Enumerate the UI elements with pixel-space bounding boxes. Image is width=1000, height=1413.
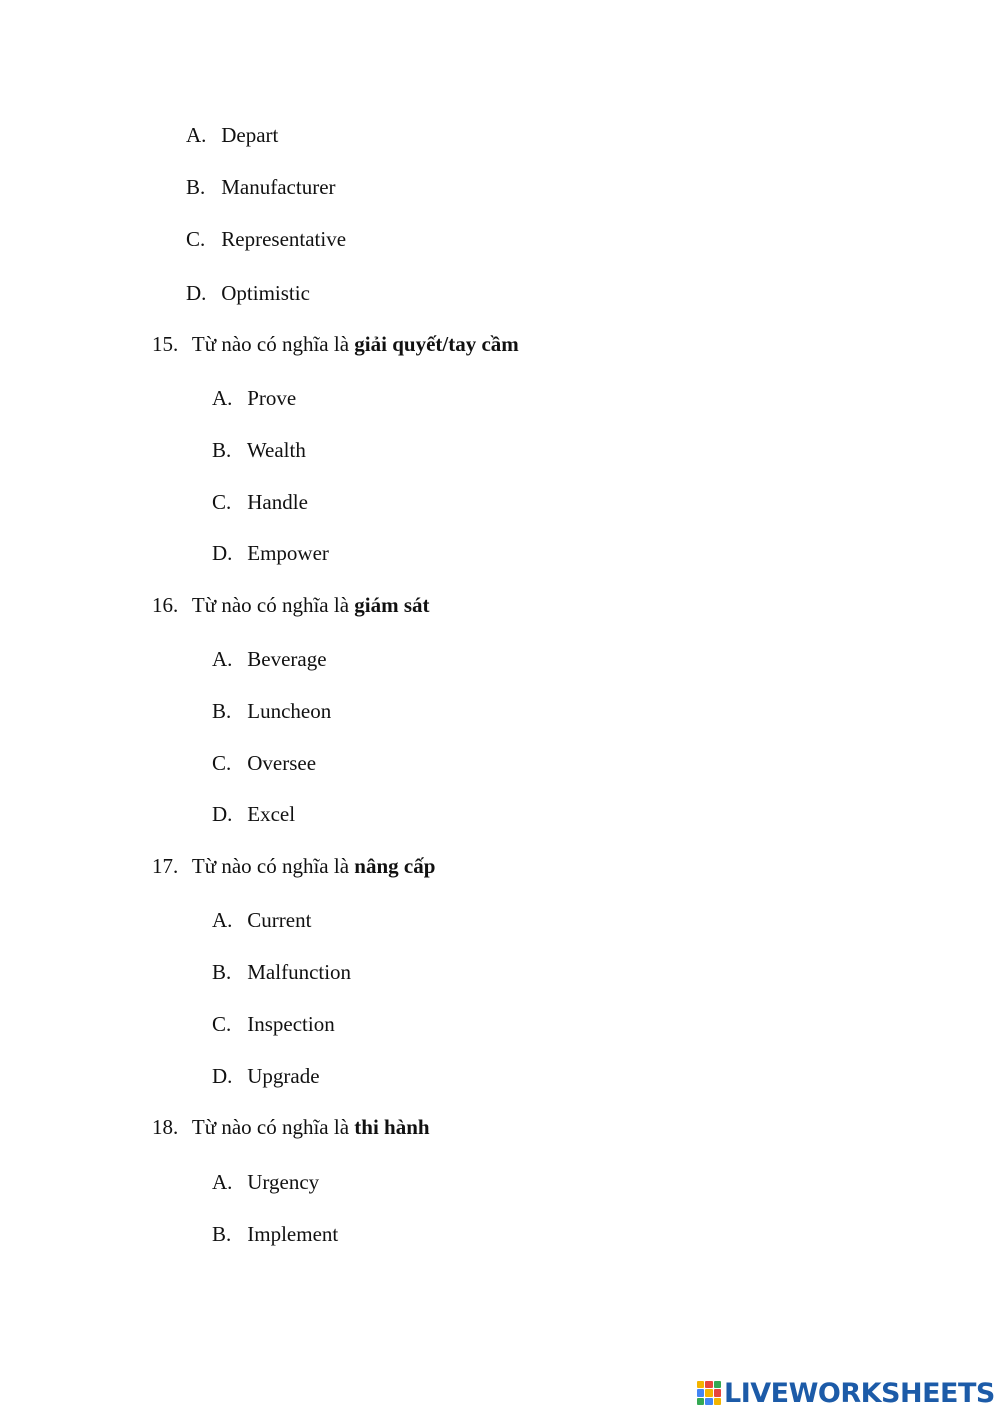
question-18 <box>152 1113 430 1141</box>
logo-square <box>697 1381 704 1388</box>
question-keyword: nâng cấp <box>354 854 436 878</box>
option-text: Representative <box>221 227 347 251</box>
option-row <box>186 279 310 307</box>
question-15 <box>152 330 519 358</box>
question-17 <box>152 852 435 880</box>
option-text: Excel <box>247 802 296 826</box>
option-row <box>212 1010 335 1038</box>
option-row <box>212 384 296 412</box>
option-letter: A. <box>186 123 207 147</box>
question-number: 15. <box>152 332 179 356</box>
option-text: Malfunction <box>247 960 352 984</box>
option-row <box>212 645 327 673</box>
option-text: Depart <box>221 123 279 147</box>
question-number: 18. <box>152 1115 179 1139</box>
option-row <box>212 1220 338 1248</box>
question-16 <box>152 591 430 619</box>
option-text: Empower <box>247 541 329 565</box>
option-letter: D. <box>212 1064 233 1088</box>
option-text: Upgrade <box>247 1064 320 1088</box>
option-row <box>212 697 331 725</box>
option-text: Beverage <box>247 647 327 671</box>
option-row <box>212 1168 319 1196</box>
option-text: Wealth <box>246 438 306 462</box>
option-text: Optimistic <box>221 281 310 305</box>
option-letter: C. <box>212 490 232 514</box>
logo-square <box>705 1389 712 1396</box>
question-stem: Từ nào có nghĩa là <box>191 332 355 356</box>
option-letter: B. <box>212 438 232 462</box>
option-row <box>212 539 329 567</box>
question-number: 17. <box>152 854 179 878</box>
question-keyword: thi hành <box>354 1115 430 1139</box>
option-letter: A. <box>212 647 233 671</box>
option-text: Prove <box>247 386 297 410</box>
question-stem: Từ nào có nghĩa là <box>191 1115 355 1139</box>
option-row <box>186 121 278 149</box>
option-letter: A. <box>212 386 233 410</box>
option-letter: B. <box>186 175 206 199</box>
option-text: Implement <box>247 1222 339 1246</box>
option-row <box>186 173 336 201</box>
option-row <box>212 958 351 986</box>
option-row <box>212 800 295 828</box>
option-row <box>212 488 308 516</box>
logo-square <box>714 1389 721 1396</box>
option-row <box>186 225 346 253</box>
option-row <box>212 749 316 777</box>
option-letter: B. <box>212 699 232 723</box>
logo-square <box>697 1398 704 1405</box>
logo-square <box>697 1389 704 1396</box>
option-letter: C. <box>212 751 232 775</box>
question-stem: Từ nào có nghĩa là <box>191 854 355 878</box>
option-row <box>212 1062 320 1090</box>
option-letter: C. <box>186 227 206 251</box>
option-text: Urgency <box>247 1170 320 1194</box>
option-text: Current <box>247 908 312 932</box>
option-row <box>212 436 306 464</box>
logo-text: LIVEWORKSHEETS <box>724 1377 995 1409</box>
logo-square <box>714 1381 721 1388</box>
option-letter: D. <box>186 281 207 305</box>
option-letter: C. <box>212 1012 232 1036</box>
option-text: Handle <box>247 490 308 514</box>
option-text: Luncheon <box>247 699 332 723</box>
question-number: 16. <box>152 593 179 617</box>
logo-square <box>705 1398 712 1405</box>
option-text: Inspection <box>247 1012 335 1036</box>
logo-square <box>714 1398 721 1405</box>
option-letter: D. <box>212 541 233 565</box>
option-letter: A. <box>212 1170 233 1194</box>
option-text: Manufacturer <box>221 175 336 199</box>
liveworksheets-logo[interactable] <box>697 1376 995 1410</box>
option-letter: B. <box>212 1222 232 1246</box>
logo-square <box>705 1381 712 1388</box>
question-keyword: giải quyết/tay cầm <box>354 332 519 356</box>
option-row <box>212 906 311 934</box>
question-keyword: giám sát <box>354 593 430 617</box>
option-letter: B. <box>212 960 232 984</box>
question-stem: Từ nào có nghĩa là <box>191 593 355 617</box>
logo-grid-icon <box>697 1381 721 1405</box>
option-letter: D. <box>212 802 233 826</box>
option-letter: A. <box>212 908 233 932</box>
option-text: Oversee <box>247 751 317 775</box>
